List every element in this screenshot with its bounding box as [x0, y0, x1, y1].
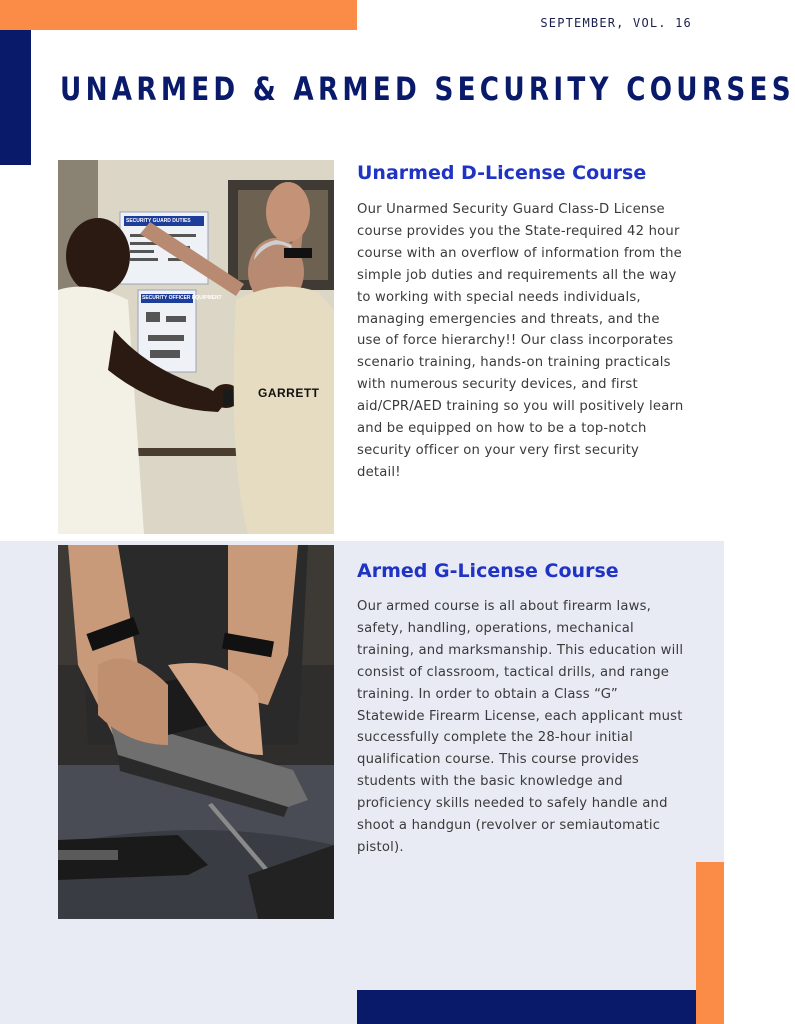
- issue-label: SEPTEMBER, VOL. 16: [540, 16, 692, 30]
- metal-detector-label: GARRETT: [258, 386, 320, 400]
- poster-title-duties: SECURITY GUARD DUTIES: [126, 218, 191, 224]
- left-navy-accent-bar: [0, 30, 31, 165]
- poster-title-equipment: SECURITY OFFICER EQUIPMENT: [142, 295, 222, 301]
- armed-course-photo: [58, 545, 334, 919]
- unarmed-course-description: Our Unarmed Security Guard Class-D License course provides you the State-required 42 hour course with an overflow of information from the simple job duties and requirements all the way to working with special needs individuals, managing emergencies and threats, and the use of force hierarchy!! Our class incorporates scenario training, hands-on training practicals with numerous security devices, and first aid/CPR/AED training so you will positively learn and be equipped on how to be a top-notch security officer on your very first security detail!: [357, 202, 684, 480]
- page-title: UNARMED & ARMED SECURITY COURSES: [60, 70, 795, 108]
- unarmed-course-photo: [58, 160, 334, 534]
- armed-course-heading: Armed G-License Course: [357, 560, 619, 582]
- armed-course-description: Our armed course is all about firearm laws, safety, handling, operations, mechanical training, and marksmanship. This education will consist of classroom, tactical drills, and range training. In order to obtain a Class “G” Statewide Firearm License, each applicant must successfully complete the 28-hour initial qualification course. This course provides students with the basic knowledge and proficiency skills needed to safely handle and shoot a handgun (revolver or semiautomatic pistol).: [357, 599, 684, 855]
- unarmed-course-heading: Unarmed D-License Course: [357, 162, 647, 184]
- right-orange-accent-bar: [696, 862, 724, 1024]
- bottom-navy-accent-bar: [357, 990, 696, 1024]
- top-orange-accent-bar: [0, 0, 357, 30]
